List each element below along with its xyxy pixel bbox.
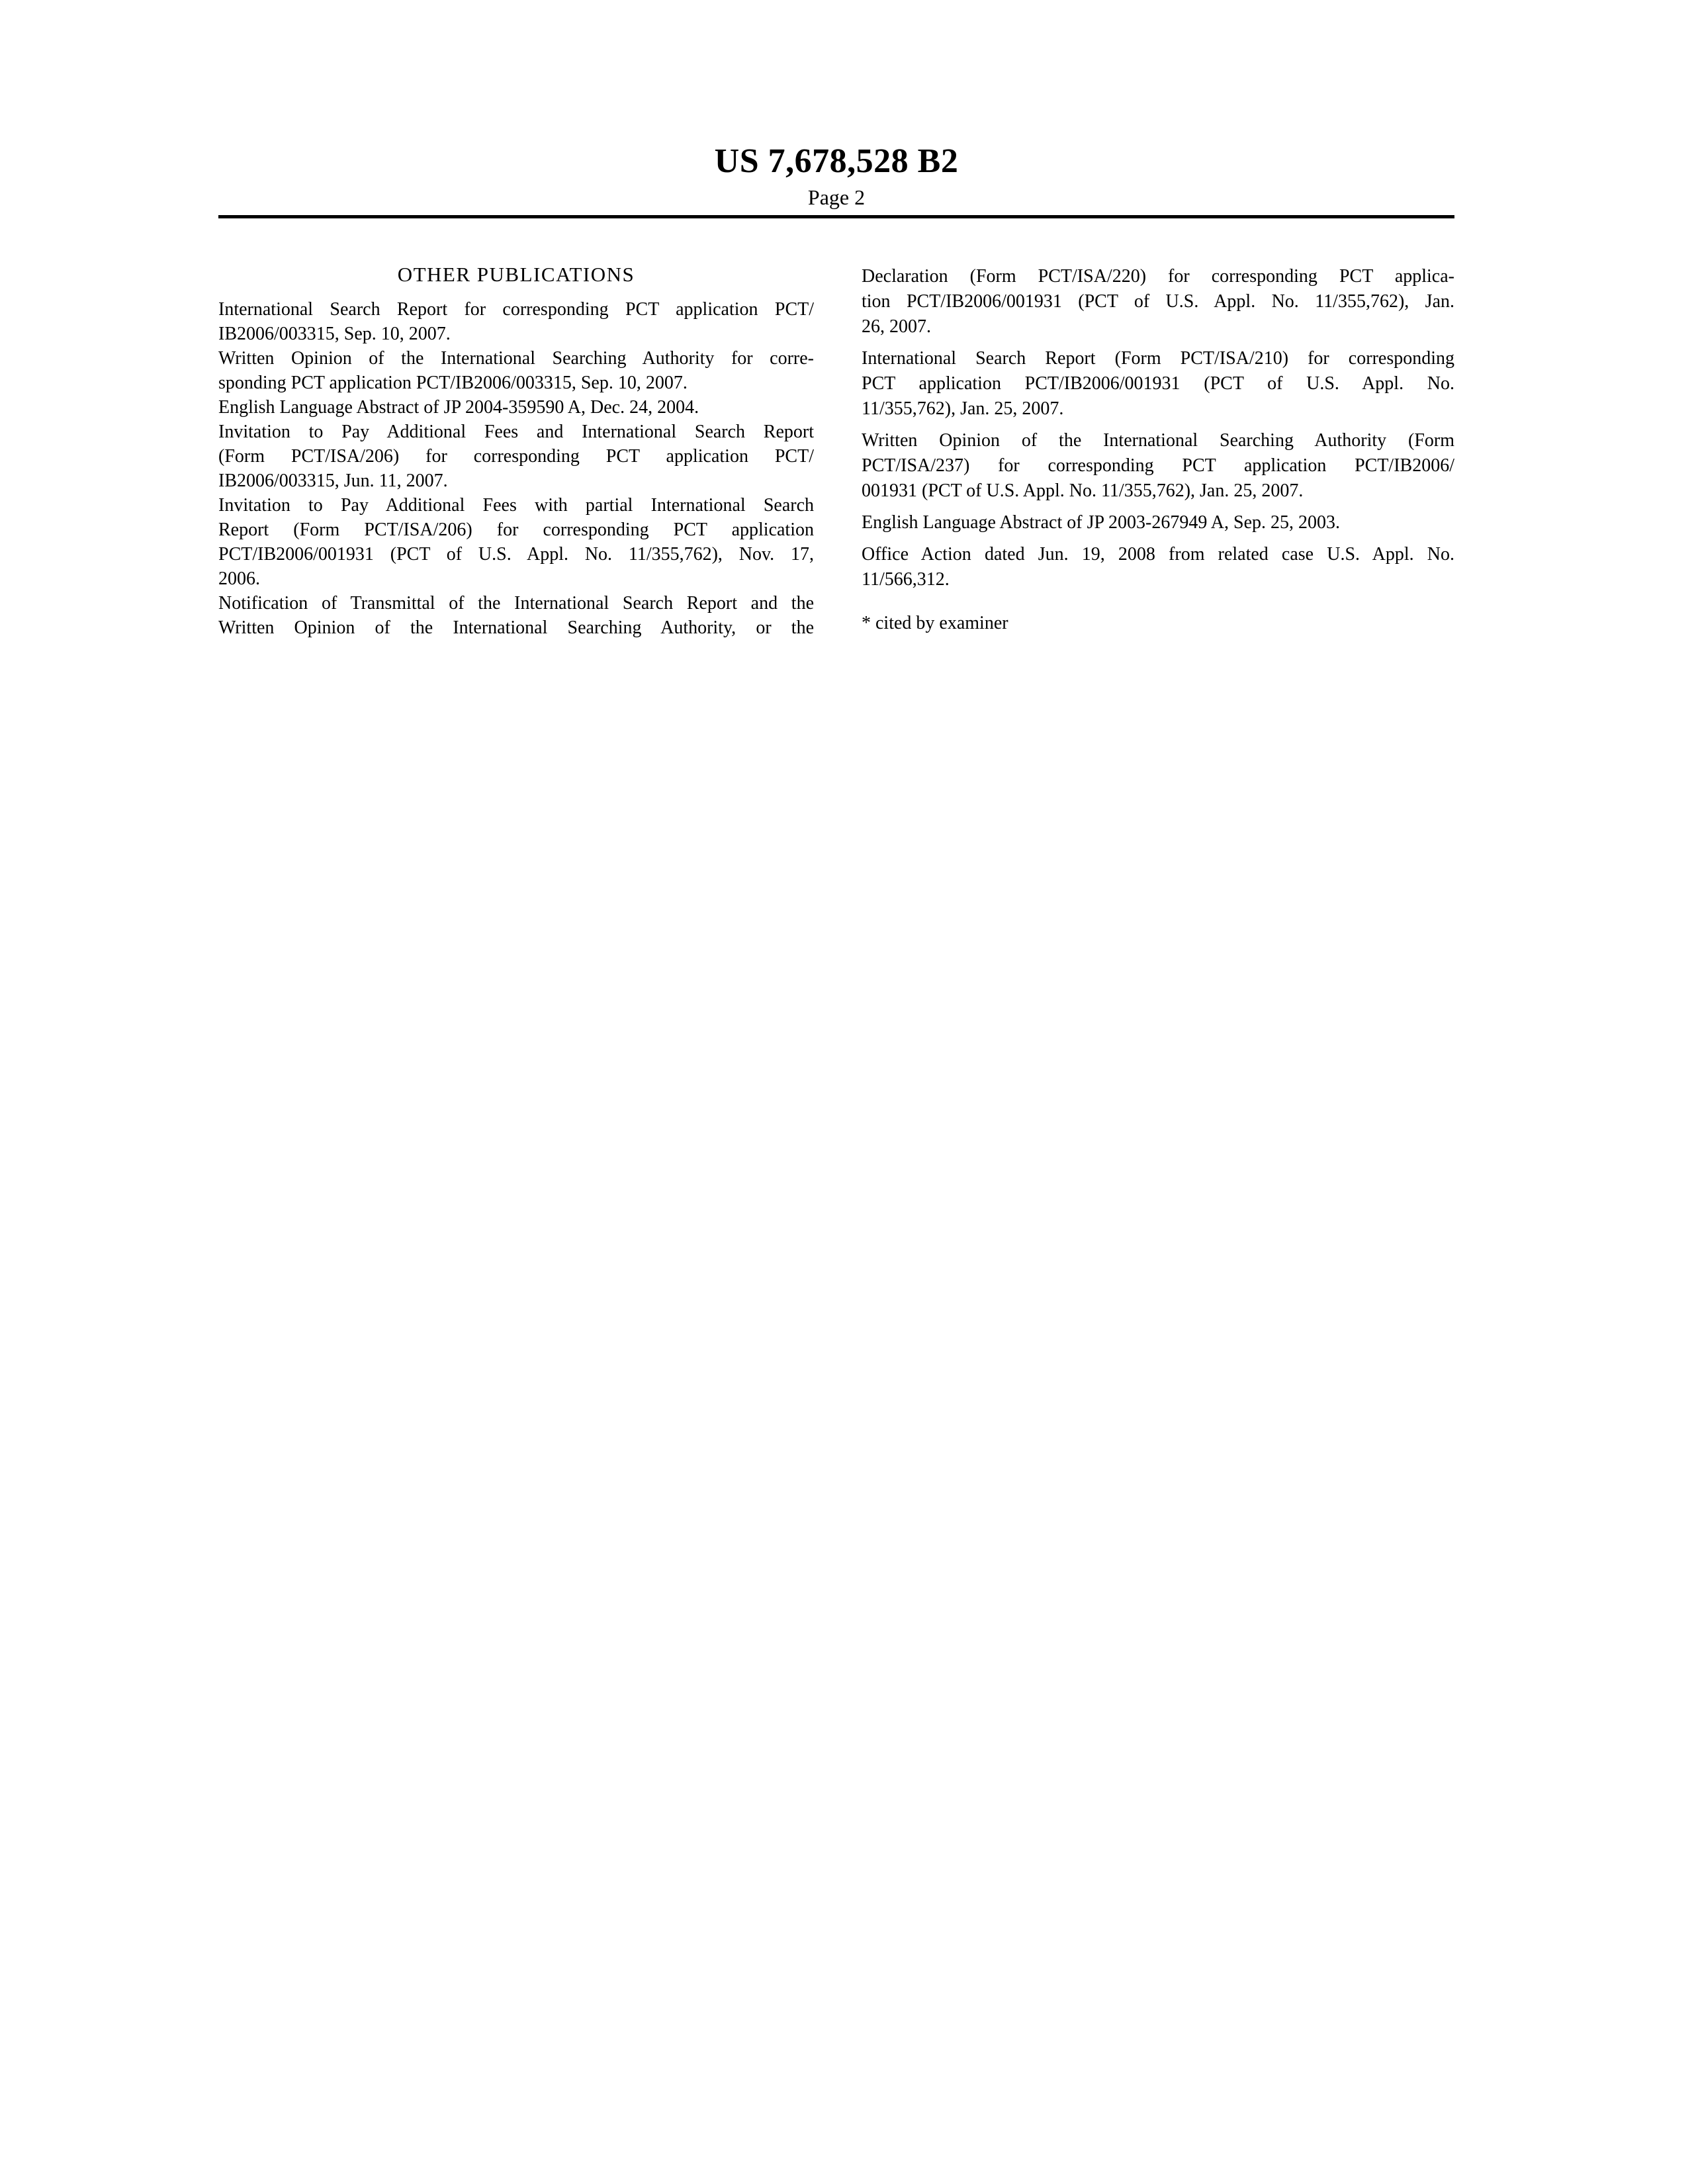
- citation: [862, 264, 1454, 340]
- citation-list-right: [862, 264, 1454, 592]
- citation-line: Written Opinion of the International Searching Authority for corre-: [218, 348, 814, 369]
- citation-line: 26, 2007.: [862, 316, 931, 337]
- citation: [218, 297, 814, 346]
- citation: [862, 428, 1454, 504]
- citation-line: Written Opinion of the International Searching Authority (Form: [862, 430, 1454, 451]
- page-header: [218, 141, 1454, 210]
- citation: [862, 542, 1454, 592]
- left-column: [218, 262, 814, 640]
- citation-list-left: [218, 297, 814, 640]
- citation-line: sponding PCT application PCT/IB2006/003315, Sep. 10, 2007.: [218, 373, 688, 393]
- citation: [218, 420, 814, 493]
- citation-line: Declaration (Form PCT/ISA/220) for corresponding PCT applica-: [862, 266, 1454, 287]
- citation-line: 11/566,312.: [862, 569, 950, 590]
- citation-line: tion PCT/IB2006/001931 (PCT of U.S. Appl. No. 11/355,762), Jan.: [862, 291, 1454, 312]
- citation-line: Invitation to Pay Additional Fees and International Search Report: [218, 422, 814, 442]
- header-divider: [218, 215, 1454, 218]
- citation: [218, 346, 814, 395]
- citation-line: English Language Abstract of JP 2003-267949 A, Sep. 25, 2003.: [862, 512, 1341, 533]
- citation-line: 2006.: [218, 569, 260, 589]
- citation-line: (Form PCT/ISA/206) for corresponding PCT application PCT/: [218, 446, 814, 467]
- citation-line: PCT application PCT/IB2006/001931 (PCT of U.S. Appl. No.: [862, 373, 1454, 394]
- citation-line: Office Action dated Jun. 19, 2008 from related case U.S. Appl. No.: [862, 544, 1454, 565]
- right-column: [862, 264, 1454, 636]
- citation-line: International Search Report for corresponding PCT application PCT/: [218, 299, 814, 320]
- citation-line: IB2006/003315, Jun. 11, 2007.: [218, 471, 448, 491]
- citation-line: 001931 (PCT of U.S. Appl. No. 11/355,762), Jan. 25, 2007.: [862, 480, 1304, 501]
- citation: [862, 346, 1454, 422]
- cited-by-examiner-note: * cited by examiner: [862, 613, 1008, 633]
- patent-number: US 7,678,528 B2: [714, 142, 959, 180]
- page-number-label: Page 2: [807, 185, 866, 209]
- citation-line: International Search Report (Form PCT/ISA/210) for corresponding: [862, 348, 1454, 369]
- citation-line: PCT/IB2006/001931 (PCT of U.S. Appl. No. 11/355,762), Nov. 17,: [218, 544, 814, 565]
- citation-line: 11/355,762), Jan. 25, 2007.: [862, 398, 1064, 419]
- citation-line: English Language Abstract of JP 2004-359590 A, Dec. 24, 2004.: [218, 397, 699, 418]
- citation: [218, 493, 814, 591]
- citation-line: Written Opinion of the International Searching Authority, or the: [218, 617, 814, 638]
- citation-line: Invitation to Pay Additional Fees with partial International Search: [218, 495, 814, 516]
- citation-line: PCT/ISA/237) for corresponding PCT application PCT/IB2006/: [862, 455, 1454, 476]
- other-publications-heading: OTHER PUBLICATIONS: [397, 263, 635, 286]
- citation: [218, 395, 814, 420]
- citation-line: IB2006/003315, Sep. 10, 2007.: [218, 324, 451, 344]
- citation-line: Notification of Transmittal of the International Search Report and the: [218, 593, 814, 614]
- citation-line: Report (Form PCT/ISA/206) for corresponding PCT application: [218, 520, 814, 540]
- citation: [218, 591, 814, 640]
- citation: [862, 510, 1454, 535]
